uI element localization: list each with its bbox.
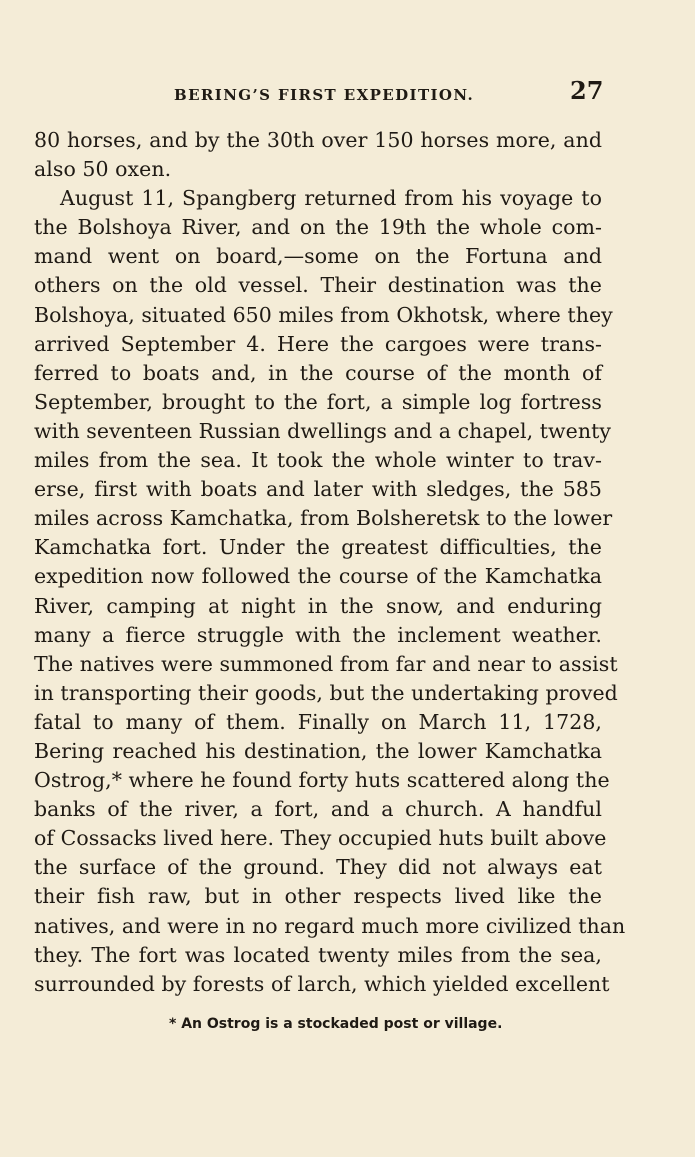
text-line-16: expedition now followed the course of the Kamchatka (34, 564, 602, 589)
text-line-8: arrived September 4. Here the cargoes were trans- (34, 331, 602, 356)
text-line-14: miles across Kamchatka, from Bolsheretsk to the lower (34, 506, 613, 531)
text-line-9: ferred to boats and, in the course of the month of (34, 360, 602, 385)
text-line-2: also 50 oxen. (34, 157, 172, 182)
text-line-3: August 11, Spangberg returned from his voyage to (60, 186, 602, 211)
text-line-25: of Cossacks lived here. They occupied huts built above (34, 826, 607, 851)
footnote: * An Ostrog is a stockaded post or village. (169, 1016, 503, 1032)
main-text-block (34, 126, 626, 999)
text-line-12: miles from the sea. It took the whole winter to trav- (34, 448, 602, 473)
text-line-4: the Bolshoya River, and on the 19th the whole com- (34, 215, 602, 240)
text-line-1: 80 horses, and by the 30th over 150 horses more, and (34, 128, 602, 152)
page-number: 27 (570, 76, 604, 105)
text-line-18: many a fierce struggle with the inclement weather. (34, 622, 602, 647)
text-line-11: with seventeen Russian dwellings and a chapel, twenty (34, 418, 611, 443)
text-line-15: Kamchatka fort. Under the greatest difficulties, the (34, 535, 602, 560)
text-line-30: surrounded by forests of larch, which yielded excellent (34, 971, 610, 996)
text-line-29: they. The fort was located twenty miles from the sea, (34, 942, 602, 967)
text-line-22: Bering reached his destination, the lower Kamchatka (34, 738, 602, 763)
text-line-17: River, camping at night in the snow, and enduring (34, 593, 602, 618)
text-line-27: their fish raw, but in other respects lived like the (34, 884, 602, 909)
text-line-21: fatal to many of them. Finally on March 11, 1728, (34, 709, 602, 734)
text-line-24: banks of the river, a fort, and a church. A handful (34, 797, 602, 822)
text-line-19: The natives were summoned from far and near to assist (34, 651, 618, 676)
text-line-7: Bolshoya, situated 650 miles from Okhotsk, where they (34, 302, 613, 327)
text-line-28: natives, and were in no regard much more civilized than (34, 913, 626, 938)
text-line-13: erse, first with boats and later with sledges, the 585 (34, 477, 602, 502)
text-line-5: mand went on board,—some on the Fortuna and (34, 244, 602, 269)
text-line-26: the surface of the ground. They did not always eat (34, 855, 602, 880)
running-header-title: BERING’S FIRST EXPEDITION. (174, 86, 475, 104)
text-line-20: in transporting their goods, but the undertaking proved (34, 680, 618, 705)
text-line-6: others on the old vessel. Their destination was the (34, 273, 602, 298)
text-line-10: September, brought to the fort, a simple log fortress (34, 389, 602, 414)
text-line-23: Ostrog,* where he found forty huts scattered along the (34, 768, 610, 793)
